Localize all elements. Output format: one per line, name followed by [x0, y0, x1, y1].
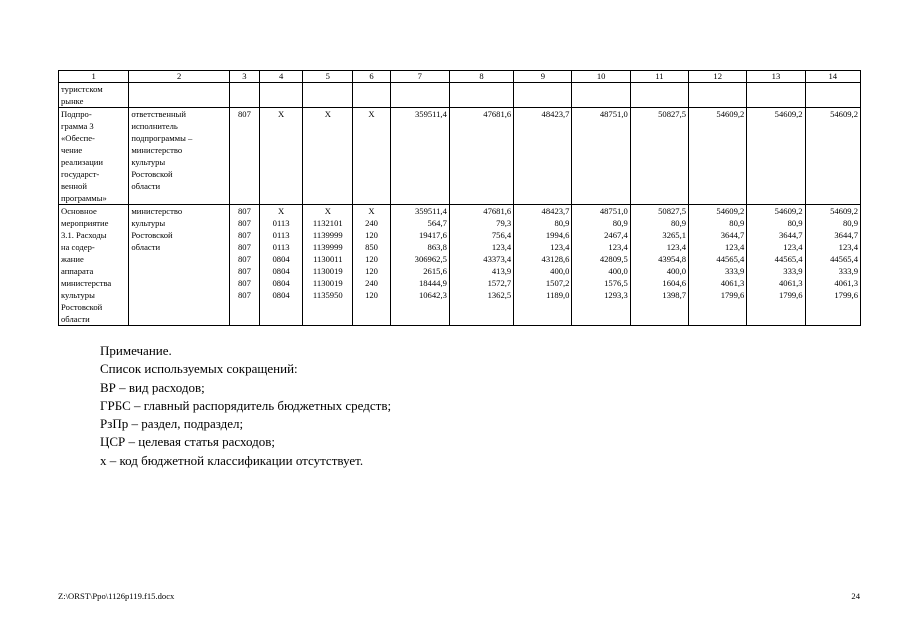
header-cell: 4 — [259, 71, 302, 83]
note-line: РзПр – раздел, подраздел; — [100, 416, 244, 432]
table-cell: 48423,7 — [514, 108, 572, 205]
table-cell: 807 — [229, 108, 259, 205]
notes-section — [100, 342, 391, 470]
table-cell: Х — [259, 108, 302, 205]
table-cell — [390, 83, 449, 108]
table-cell: 48423,7 80,9 1994,6 123,4 43128,6 400,0 1507,2 1189,0 — [514, 205, 572, 326]
table-cell: 54609,2 — [805, 108, 860, 205]
table-cell: Х — [353, 108, 390, 205]
header-cell: 10 — [572, 71, 630, 83]
table-cell: 359511,4 564,7 19417,6 863,8 306962,5 2615,6 18444,9 10642,3 — [390, 205, 449, 326]
header-cell: 8 — [449, 71, 513, 83]
table-cell: 54609,2 80,9 3644,7 123,4 44565,4 333,9 4061,3 1799,6 — [747, 205, 805, 326]
table-cell — [572, 83, 630, 108]
header-cell: 5 — [303, 71, 353, 83]
note-line: Список используемых сокращений: — [100, 361, 298, 377]
header-cell: 2 — [129, 71, 230, 83]
table-cell — [747, 83, 805, 108]
note-heading: Примечание. — [100, 343, 172, 358]
header-cell: 6 — [353, 71, 390, 83]
table-cell: 47681,6 79,3 756,4 123,4 43373,4 413,9 1572,7 1362,5 — [449, 205, 513, 326]
table-cell: туристском рынке — [59, 83, 129, 108]
table-cell — [630, 83, 688, 108]
table-cell: Подпро- грамма 3 «Обеспе- чение реализации государст- венной программы» — [59, 108, 129, 205]
note-line: ЦСР – целевая статья расходов; — [100, 434, 275, 450]
header-cell: 13 — [747, 71, 805, 83]
table-cell — [229, 83, 259, 108]
table-cell: 807 807 807 807 807 807 807 807 — [229, 205, 259, 326]
table-cell: 48751,0 — [572, 108, 630, 205]
table-cell — [449, 83, 513, 108]
table-cell: 50827,5 — [630, 108, 688, 205]
table-cell: ответственный исполнитель подпрограммы – министерство культуры Ростовской области — [129, 108, 230, 205]
note-line: ГРБС – главный распорядитель бюджетных средств; — [100, 397, 392, 413]
table-cell: Х 240 120 850 120 120 240 120 — [353, 205, 390, 326]
table-cell: 54609,2 — [689, 108, 747, 205]
table-cell: министерство культуры Ростовской области — [129, 205, 230, 326]
table-row — [59, 205, 861, 326]
table-cell: 54609,2 — [747, 108, 805, 205]
table-row — [59, 83, 861, 108]
page-number: 24 — [851, 591, 860, 601]
table-cell: Х — [303, 108, 353, 205]
table-cell — [259, 83, 302, 108]
header-row — [59, 71, 861, 83]
header-cell: 7 — [390, 71, 449, 83]
footer-file-path: Z:\ORST\Ppo\1126p119.f15.docx — [58, 591, 175, 601]
table-cell — [514, 83, 572, 108]
header-cell: 12 — [689, 71, 747, 83]
table-cell — [689, 83, 747, 108]
table-cell: Х 0113 0113 0113 0804 0804 0804 0804 — [259, 205, 302, 326]
table-cell — [303, 83, 353, 108]
header-cell: 3 — [229, 71, 259, 83]
table-cell — [353, 83, 390, 108]
table-cell — [805, 83, 860, 108]
table-cell: 47681,6 — [449, 108, 513, 205]
table-cell: Основное мероприятие 3.1. Расходы на содер- жание аппарата министерства культуры Ростовской области — [59, 205, 129, 326]
note-line: ВР – вид расходов; — [100, 379, 205, 395]
table-cell: 359511,4 — [390, 108, 449, 205]
table-cell: Х 1132101 1139999 1139999 1130011 1130019 1130019 1135950 — [303, 205, 353, 326]
note-line: х – код бюджетной классификации отсутствует. — [100, 452, 364, 468]
budget-table — [58, 70, 861, 326]
table-cell: 48751,0 80,9 2467,4 123,4 42809,5 400,0 1576,5 1293,3 — [572, 205, 630, 326]
table-cell — [129, 83, 230, 108]
table-cell: 50827,5 80,9 3265,1 123,4 43954,8 400,0 1604,6 1398,7 — [630, 205, 688, 326]
table-cell: 54609,2 80,9 3644,7 123,4 44565,4 333,9 4061,3 1799,6 — [689, 205, 747, 326]
header-cell: 11 — [630, 71, 688, 83]
header-cell: 14 — [805, 71, 860, 83]
table-cell: 54609,2 80,9 3644,7 123,4 44565,4 333,9 4061,3 1799,6 — [805, 205, 860, 326]
table-row — [59, 108, 861, 205]
header-cell: 9 — [514, 71, 572, 83]
header-cell: 1 — [59, 71, 129, 83]
